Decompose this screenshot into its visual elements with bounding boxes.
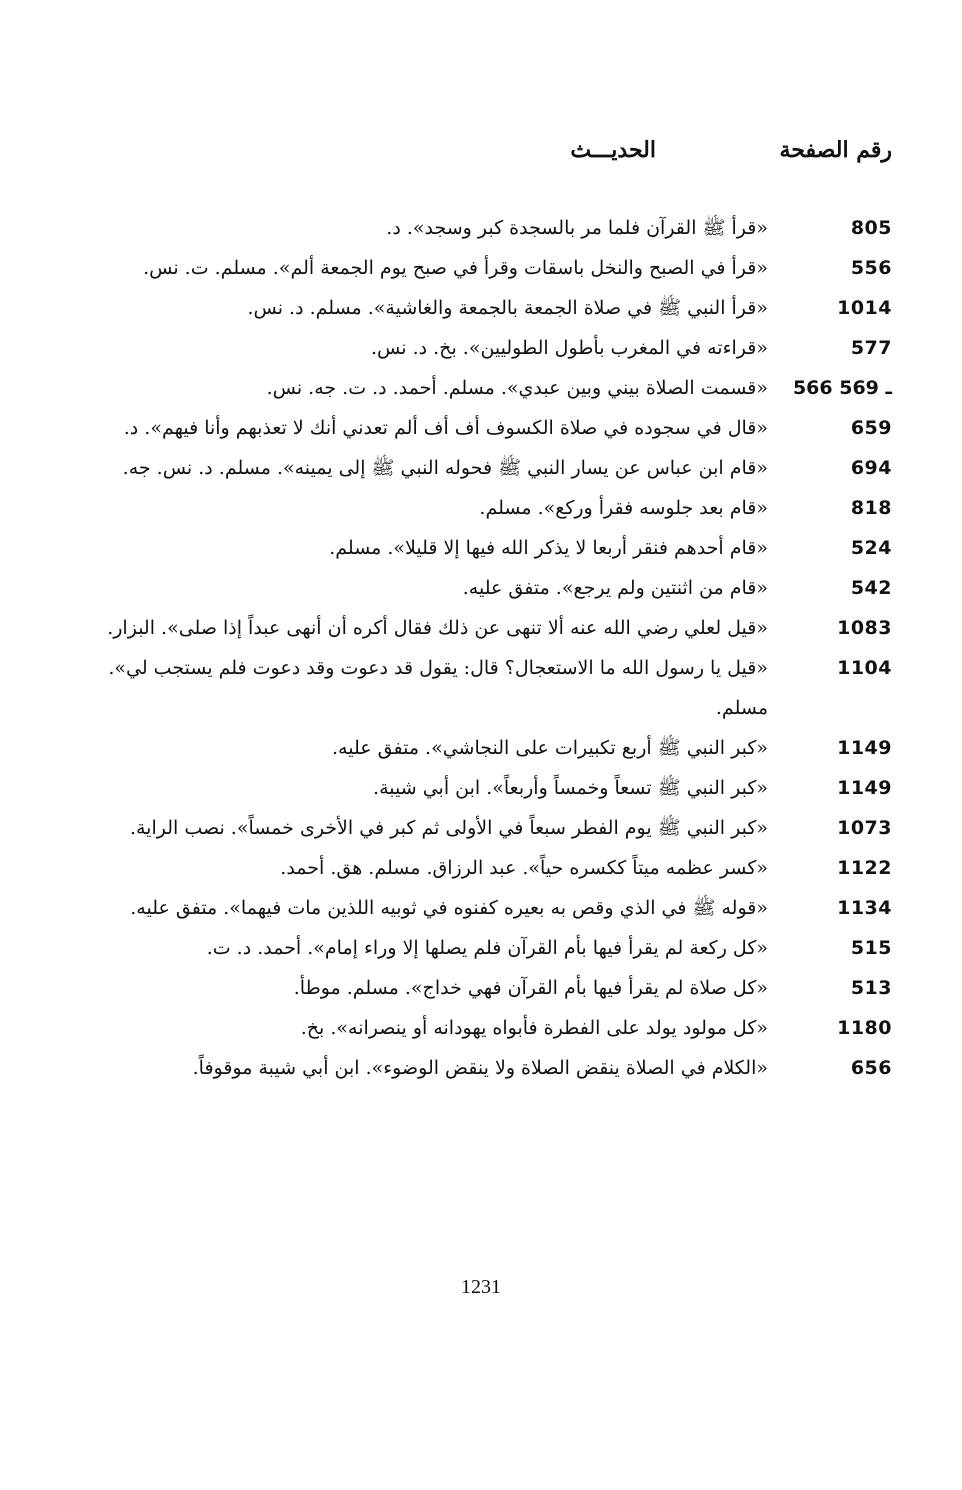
- page-ref: 1134: [837, 897, 892, 919]
- page-ref: 577: [850, 337, 892, 359]
- index-row: [106, 568, 892, 608]
- hadith-text: «قرأ النبي ﷺ في صلاة الجمعة بالجمعة والغاشية». مسلم. د. نس.: [247, 297, 768, 319]
- page-ref: 513: [850, 977, 892, 999]
- index-row: [106, 648, 892, 728]
- hadith-text: «كل ركعة لم يقرأ فيها بأم القرآن فلم يصلها إلا وراء إمام». أحمد. د. ت.: [206, 937, 768, 959]
- hadith-text: «كبر النبي ﷺ يوم الفطر سبعاً في الأولى ثم كبر في الأخرى خمساً». نصب الراية.: [129, 817, 768, 839]
- index-row: [106, 288, 892, 328]
- hadith-text: «قيل لعلي رضي الله عنه ألا تنهى عن ذلك فقال أكره أن أنهى عبداً إذا صلى». البزار.: [107, 617, 768, 639]
- index-row: [106, 328, 892, 368]
- page-ref: 694: [850, 457, 892, 479]
- hadith-index-list: [106, 208, 892, 1088]
- folio-page-number: 1231: [461, 1276, 501, 1298]
- index-row: [106, 928, 892, 968]
- index-row: [106, 728, 892, 768]
- hadith-text: «كل صلاة لم يقرأ فيها بأم القرآن فهي خداج». مسلم. موطأ.: [293, 977, 768, 999]
- index-row: [106, 768, 892, 808]
- page-ref: 659: [850, 417, 892, 439]
- hadith-text: «كسر عظمه ميتاً ككسره حياً». عبد الرزاق. مسلم. هق. أحمد.: [280, 857, 768, 879]
- page-ref: 1149: [837, 737, 892, 759]
- hadith-text: «قرأ ﷺ القرآن فلما مر بالسجدة كبر وسجد». د.: [386, 217, 768, 239]
- hadith-text: «قسمت الصلاة بيني وبين عبدي». مسلم. أحمد. د. ت. جه. نس.: [266, 377, 768, 399]
- page-ref: 1180: [837, 1017, 892, 1039]
- page-ref: 515: [850, 937, 892, 959]
- index-row: [106, 608, 892, 648]
- index-row: [106, 408, 892, 448]
- hadith-text: «قام من اثنتين ولم يرجع». متفق عليه.: [462, 577, 768, 599]
- page-ref: 805: [850, 217, 892, 239]
- page-ref: 1122: [837, 857, 892, 879]
- hadith-text: «كل مولود يولد على الفطرة فأبواه يهودانه أو ينصرانه». بخ.: [300, 1017, 768, 1039]
- index-row: [106, 1008, 892, 1048]
- page-number-column-header: رقم الصفحة: [779, 137, 892, 163]
- index-row: [106, 888, 892, 928]
- page-ref: 556: [850, 257, 892, 279]
- hadith-text: «قام ابن عباس عن يسار النبي ﷺ فحوله النبي ﷺ إلى يمينه». مسلم. د. نس. جه.: [122, 457, 768, 479]
- index-row: [106, 968, 892, 1008]
- index-row: [106, 528, 892, 568]
- page-ref: 1073: [837, 817, 892, 839]
- index-row: [106, 248, 892, 288]
- page-ref: 1014: [837, 297, 892, 319]
- hadith-text: «قيل يا رسول الله ما الاستعجال؟ قال: يقول قد دعوت وقد دعوت فلم يستجب لي». مسلم.: [108, 657, 768, 719]
- page-ref: 656: [850, 1057, 892, 1079]
- page-ref: 1149: [837, 777, 892, 799]
- hadith-text: «قرأ في الصبح والنخل باسقات وقرأ في صبح يوم الجمعة ألم». مسلم. ت. نس.: [143, 257, 768, 279]
- index-row: [106, 208, 892, 248]
- hadith-text: «قوله ﷺ في الذي وقص به بعيره كفنوه في ثوبيه اللذين مات فيهما». متفق عليه.: [130, 897, 768, 919]
- hadith-text: «كبر النبي ﷺ أربع تكبيرات على النجاشي». متفق عليه.: [332, 737, 768, 759]
- page-ref: 818: [850, 497, 892, 519]
- page-ref: 524: [850, 537, 892, 559]
- hadith-text: «الكلام في الصلاة ينقض الصلاة ولا ينقض الوضوء». ابن أبي شيبة موقوفاً.: [192, 1057, 768, 1079]
- index-row: [106, 848, 892, 888]
- index-row: [106, 808, 892, 848]
- table-header: [0, 137, 962, 173]
- page-ref: 566 ـ 569: [792, 377, 892, 399]
- hadith-text: «قراءته في المغرب بأطول الطوليين». بخ. د. نس.: [371, 337, 768, 359]
- page-ref: 1104: [837, 657, 892, 679]
- index-row: [106, 1048, 892, 1088]
- hadith-text: «قام بعد جلوسه فقرأ وركع». مسلم.: [479, 497, 768, 519]
- index-row: [106, 488, 892, 528]
- index-row: [106, 368, 892, 408]
- page-ref: 542: [850, 577, 892, 599]
- hadith-column-header: الحديـــث: [570, 137, 656, 163]
- index-row: [106, 448, 892, 488]
- hadith-text: «قال في سجوده في صلاة الكسوف أف أف ألم تعدني أنك لا تعذبهم وأنا فيهم». د.: [123, 417, 768, 439]
- page-ref: 1083: [837, 617, 892, 639]
- hadith-text: «كبر النبي ﷺ تسعاً وخمساً وأربعاً». ابن أبي شيبة.: [373, 777, 768, 799]
- hadith-text: «قام أحدهم فنقر أربعا لا يذكر الله فيها إلا قليلا». مسلم.: [329, 537, 768, 559]
